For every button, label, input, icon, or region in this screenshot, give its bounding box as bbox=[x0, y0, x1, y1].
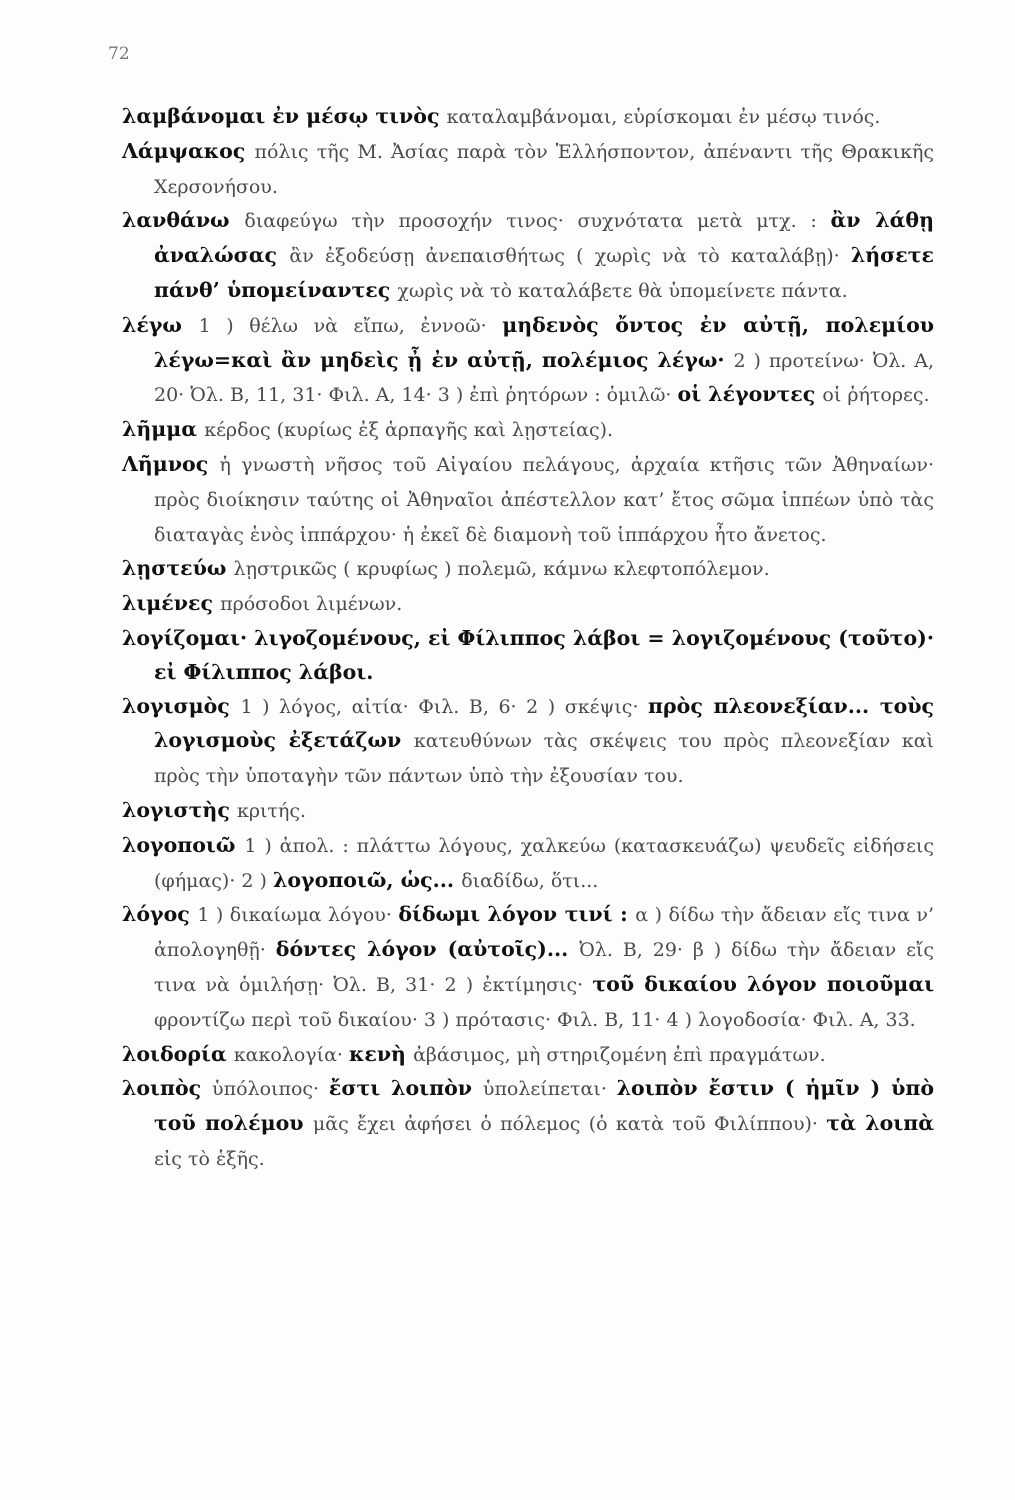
entry-headword: λογίζομαι· λιγοζομένους, εἰ Φίλιππος λάβοι = λογιζομένους (τοῦτο)· εἰ Φίλιππος λάβοι. bbox=[122, 625, 934, 684]
entry-phrase: οἱ λέγοντες bbox=[677, 382, 823, 407]
entry-headword: λῃστεύω bbox=[122, 556, 234, 581]
entry-definition: 2 ) προτείνω· Ὀλ. Α, 20· Ὀλ. Β, 11, 31· Φιλ. Α, 14· 3 ) ἐπὶ ῥητόρων : ὁμιλῶ· bbox=[154, 349, 934, 407]
entry-definition: ὑπόλοιπος· bbox=[212, 1078, 329, 1101]
dictionary-entry bbox=[122, 135, 934, 205]
entry-headword: Λάμψακος bbox=[122, 138, 255, 163]
entry-phrase: τοῦ δικαίου λόγον ποιοῦμαι bbox=[592, 971, 935, 996]
entry-definition: οἱ ῥήτορες. bbox=[822, 384, 930, 407]
entry-phrase: ἂν λάθῃ ἀναλώσας bbox=[154, 208, 934, 268]
dictionary-entry bbox=[122, 552, 934, 587]
dictionary-entry bbox=[122, 1072, 934, 1176]
dictionary-entry bbox=[122, 898, 934, 1037]
entry-headword: λοιπὸς bbox=[122, 1076, 213, 1101]
entry-definition: εἰς τὸ ἑξῆς. bbox=[154, 1147, 265, 1170]
dictionary-entry bbox=[122, 1038, 934, 1073]
entry-definition: πόλις τῆς Μ. Ἀσίας παρὰ τὸν Ἑλλήσποντον, ἀπέναντι τῆς Θρακικῆς Χερσονήσου. bbox=[154, 140, 934, 198]
entry-definition: φροντίζω περὶ τοῦ δικαίου· 3 ) πρότασις· Φιλ. Β, 11· 4 ) λογοδοσία· Φιλ. Α, 33. bbox=[154, 1008, 916, 1031]
entry-definition: μᾶς ἔχει ἀφήσει ὁ πόλεμος (ὁ κατὰ τοῦ Φιλίππου)· bbox=[312, 1113, 827, 1136]
entry-definition: κέρδος (κυρίως ἐξ ἁρπαγῆς καὶ λῃστείας). bbox=[204, 419, 614, 442]
entry-definition: διαφεύγω τὴν προσοχήν τινος· συχνότατα μετὰ μτχ. : bbox=[244, 210, 831, 233]
entry-phrase: κενὴ bbox=[349, 1041, 414, 1066]
entry-phrase: ἔστι λοιπὸν bbox=[328, 1076, 483, 1101]
entry-headword: λιμένες bbox=[122, 591, 221, 616]
entry-definition: ἂν ἐξοδεύσῃ ἀνεπαισθήτως ( χωρὶς νὰ τὸ καταλάβῃ)· bbox=[289, 245, 851, 268]
entry-definition: κατευθύνων τὰς σκέψεις του πρὸς πλεονεξίαν καὶ πρὸς τὴν ὑποταγὴν τῶν πάντων ὑπὸ τὴν ἐξουσίαν του. bbox=[154, 730, 934, 788]
entry-definition: κριτής. bbox=[236, 799, 307, 822]
entry-definition: 1 ) λόγος, αἰτία· Φιλ. Β, 6· 2 ) σκέψις· bbox=[240, 695, 649, 718]
entry-definition: λῃστρικῶς ( κρυφίως ) πολεμῶ, κάμνω κλεφτοπόλεμον. bbox=[233, 558, 770, 581]
entry-phrase: δίδωμι λόγον τινί : bbox=[398, 902, 636, 927]
entry-phrase: λοιπὸν ἔστιν ( ἡμῖν ) ὑπὸ τοῦ πολέμου bbox=[154, 1076, 935, 1136]
entry-definition: 1 ) δικαίωμα λόγου· bbox=[197, 904, 399, 927]
dictionary-entry bbox=[122, 829, 934, 899]
entry-headword: λόγος bbox=[122, 902, 198, 927]
entry-definition: διαδίδω, ὅτι... bbox=[461, 869, 599, 892]
dictionary-entry bbox=[122, 448, 934, 552]
dictionary-entry bbox=[122, 587, 934, 622]
entry-definition: 1 ) θέλω νὰ εἴπω, ἐννοῶ· bbox=[198, 314, 503, 337]
entry-definition: Ὀλ. Β, 29· β ) δίδω τὴν ἄδειαν εἴς τινα νὰ ὁμιλήσῃ· Ὀλ. Β, 31· 2 ) ἐκτίμησις· bbox=[154, 939, 934, 996]
entry-phrase: λογοποιῶ, ὡς... bbox=[273, 867, 462, 892]
dictionary-entry bbox=[122, 690, 934, 794]
entry-headword: λοιδορία bbox=[122, 1041, 234, 1066]
entry-headword: λέγω bbox=[122, 312, 199, 337]
entry-definition: ἡ γνωστὴ νῆσος τοῦ Αἰγαίου πελάγους, ἀρχαία κτῆσις τῶν Ἀθηναίων· πρὸς διοίκησιν ταύτης οἱ Ἀθηναῖοι ἀπέστελλον κατ’ ἔτος σῶμα ἱππέων ὑπὸ τὰς διαταγὰς ἑνὸς ἱππάρχου· ἡ ἐκεῖ δὲ διαμονὴ τοῦ ἱππάρχου ἦτο ἄνετος. bbox=[154, 453, 934, 546]
entry-headword: λαμβάνομαι ἐν μέσῳ τινὸς bbox=[122, 104, 447, 128]
entry-definition: ὑπολείπεται· bbox=[482, 1078, 617, 1101]
entry-definition: χωρὶς νὰ τὸ καταλάβετε θὰ ὑπομείνετε πάντα. bbox=[397, 279, 848, 302]
dictionary-entry bbox=[122, 413, 934, 448]
dictionary-entry bbox=[122, 309, 934, 413]
entry-definition: α ) δίδω τὴν ἄδειαν εἴς τινα ν’ ἀπολογηθῇ· bbox=[154, 904, 934, 962]
entry-phrase: πρὸς πλεονεξίαν... τοὺς λογισμοὺς ἐξετάζων bbox=[154, 693, 934, 753]
dictionary-entry bbox=[122, 204, 934, 308]
entry-definition: κακολογία· bbox=[233, 1043, 349, 1066]
dictionary-text bbox=[122, 100, 934, 1177]
entry-phrase: δόντες λόγον (αὐτοῖς)... bbox=[275, 937, 580, 962]
entry-headword: λῆμμα bbox=[122, 417, 205, 442]
entry-headword: λογισμὸς bbox=[122, 693, 241, 718]
dictionary-entry bbox=[122, 622, 934, 690]
entry-headword: λογοποιῶ bbox=[122, 832, 245, 857]
entry-definition: 1 ) ἀπολ. : πλάττω λόγους, χαλκεύω (κατασκευάζω) ψευδεῖς εἰδήσεις (φήμας)· 2 ) bbox=[154, 834, 934, 892]
entry-definition: καταλαμβάνομαι, εὑρίσκομαι ἐν μέσῳ τινός. bbox=[446, 106, 881, 128]
entry-headword: λογιστὴς bbox=[122, 797, 237, 822]
entry-headword: Λῆμνος bbox=[122, 451, 220, 476]
dictionary-entry bbox=[122, 794, 934, 829]
page-number: 72 bbox=[108, 44, 130, 64]
entry-phrase: λήσετε πάνθ’ ὑπομείναντες bbox=[154, 243, 934, 302]
dictionary-entry bbox=[122, 100, 934, 135]
entry-definition: ἀβάσιμος, μὴ στηριζομένη ἐπὶ πραγμάτων. bbox=[413, 1043, 826, 1066]
entry-definition: πρόσοδοι λιμένων. bbox=[220, 593, 403, 616]
entry-headword: λανθάνω bbox=[122, 208, 245, 233]
entry-phrase: τὰ λοιπὰ bbox=[826, 1111, 934, 1136]
entry-phrase: μηδενὸς ὄντος ἐν αὐτῇ, πολεμίου λέγω=καὶ ἂν μηδεὶς ᾖ ἐν αὐτῇ, πολέμιος λέγω· bbox=[154, 312, 934, 372]
